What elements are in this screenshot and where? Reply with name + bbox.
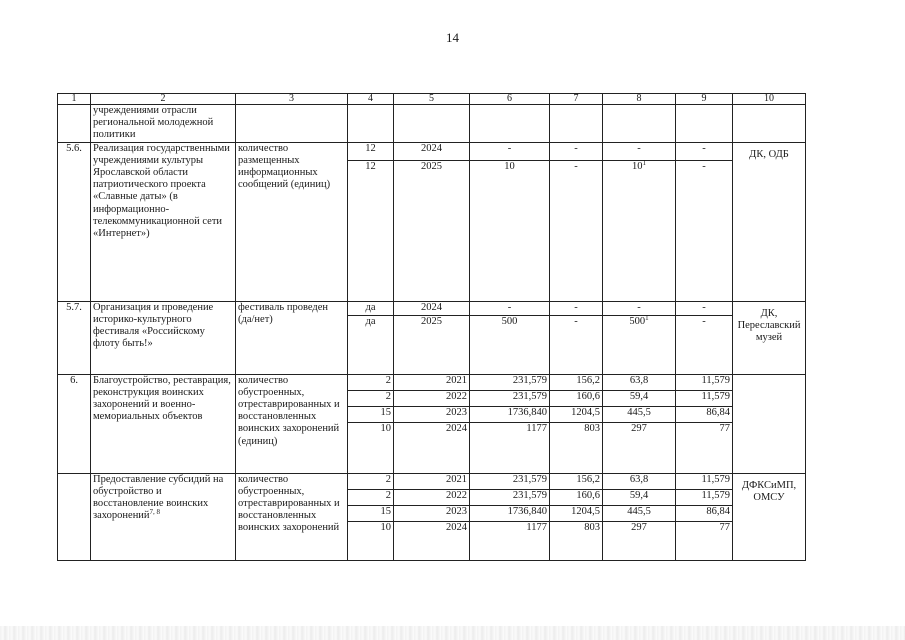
column-header: 1 [58, 94, 91, 105]
indicator-value: 15 [348, 406, 394, 422]
indicator-name: количество обустроенных, отреставрированных и восстановленных воинских захоронений (единиц) [236, 374, 348, 473]
executors: ДК, Переславский музей [733, 301, 806, 374]
indicator-value: 2 [348, 390, 394, 406]
year: 2024 [394, 301, 470, 315]
funding-federal: 160,6 [550, 489, 603, 505]
column-number-row [58, 94, 806, 105]
year: 2023 [394, 406, 470, 422]
funding-local: - [676, 160, 733, 301]
program-table [57, 93, 806, 561]
funding-federal: 803 [550, 521, 603, 560]
funding-regional: - [603, 142, 676, 160]
indicator-value: 2 [348, 374, 394, 390]
funding-total: 1177 [470, 521, 550, 560]
funding-federal: 1204,5 [550, 406, 603, 422]
funding-total: 231,579 [470, 374, 550, 390]
indicator-value: 15 [348, 505, 394, 521]
year: 2022 [394, 390, 470, 406]
funding-total: 500 [470, 315, 550, 374]
indicator-value: 10 [348, 422, 394, 473]
funding-local: 77 [676, 422, 733, 473]
funding-local: 86,84 [676, 406, 733, 422]
funding-federal: - [550, 301, 603, 315]
table-row [58, 301, 806, 315]
year: 2024 [394, 422, 470, 473]
funding-total: 231,579 [470, 489, 550, 505]
row-number: 6. [58, 374, 91, 473]
funding-regional: - [603, 301, 676, 315]
funding-federal: 803 [550, 422, 603, 473]
event-name: Реализация государственными учреждениями культуры Ярославской области патриотического проекта «Славные даты» (в информационно-телекоммуникационной сети «Интернет») [91, 142, 236, 301]
event-name: Благоустройство, реставрация, реконструкция воинских захоронений и военно-мемориальных объектов [91, 374, 236, 473]
funding-total: 10 [470, 160, 550, 301]
funding-total: 231,579 [470, 473, 550, 489]
funding-total: 1736,840 [470, 505, 550, 521]
funding-regional: 63,8 [603, 473, 676, 489]
year: 2021 [394, 374, 470, 390]
funding-federal: 160,6 [550, 390, 603, 406]
year: 2022 [394, 489, 470, 505]
funding-local: - [676, 142, 733, 160]
footnote-mark: 1 [642, 158, 646, 167]
funding-regional: 445,5 [603, 406, 676, 422]
funding-regional: 59,4 [603, 489, 676, 505]
column-header: 9 [676, 94, 733, 105]
funding-federal: 1204,5 [550, 505, 603, 521]
row-number: 5.7. [58, 301, 91, 374]
indicator-value: 2 [348, 473, 394, 489]
funding-regional: 445,5 [603, 505, 676, 521]
event-name: Предоставление субсидий на обустройство и восстановление воинских захоронений$^{7, 8}$ [91, 473, 236, 560]
year: 2023 [394, 505, 470, 521]
executors [733, 374, 806, 473]
column-header: 3 [236, 94, 348, 105]
indicator-value: 12 [348, 142, 394, 160]
indicator-name: фестиваль проведен (да/нет) [236, 301, 348, 374]
column-header: 5 [394, 94, 470, 105]
funding-regional: 59,4 [603, 390, 676, 406]
column-header: 6 [470, 94, 550, 105]
funding-federal: - [550, 315, 603, 374]
column-header: 7 [550, 94, 603, 105]
scan-edge-noise [0, 626, 905, 640]
indicator-name: количество обустроенных, отреставрированных и восстановленных воинских захоронений [236, 473, 348, 560]
indicator-value: 2 [348, 489, 394, 505]
indicator-value: 10 [348, 521, 394, 560]
event-name: Организация и проведение историко-культурного фестиваля «Российскому флоту быть!» [91, 301, 236, 374]
column-header: 4 [348, 94, 394, 105]
funding-regional: 63,8 [603, 374, 676, 390]
indicator-value: 12 [348, 160, 394, 301]
funding-total: 1736,840 [470, 406, 550, 422]
funding-local: 86,84 [676, 505, 733, 521]
funding-regional: $500^1$ [603, 315, 676, 374]
event-name: учреждениями отрасли региональной молодежной политики [91, 105, 236, 143]
footnote-mark: 7, 8 [149, 508, 161, 517]
column-header: 2 [91, 94, 236, 105]
funding-regional: 297 [603, 422, 676, 473]
table-row-continuation [58, 105, 806, 143]
executors: ДК, ОДБ [733, 142, 806, 301]
table-row [58, 374, 806, 390]
year: 2025 [394, 315, 470, 374]
funding-local: 11,579 [676, 489, 733, 505]
footnote-mark: 1 [645, 313, 649, 322]
funding-federal: 156,2 [550, 473, 603, 489]
page-number: 14 [446, 30, 459, 45]
funding-local: 11,579 [676, 374, 733, 390]
funding-local: 11,579 [676, 390, 733, 406]
year: 2021 [394, 473, 470, 489]
funding-total: - [470, 142, 550, 160]
column-header: 10 [733, 94, 806, 105]
funding-local: 77 [676, 521, 733, 560]
funding-federal: 156,2 [550, 374, 603, 390]
row-number: 5.6. [58, 142, 91, 301]
executors: ДФКСиМП, ОМСУ [733, 473, 806, 560]
year: 2024 [394, 142, 470, 160]
column-header: 8 [603, 94, 676, 105]
funding-regional: $10^1$ [603, 160, 676, 301]
year: 2024 [394, 521, 470, 560]
indicator-value: да [348, 315, 394, 374]
funding-total: - [470, 301, 550, 315]
funding-total: 1177 [470, 422, 550, 473]
funding-federal: - [550, 160, 603, 301]
funding-total: 231,579 [470, 390, 550, 406]
funding-regional: 297 [603, 521, 676, 560]
indicator-name: количество размещенных информационных сообщений (единиц) [236, 142, 348, 301]
funding-local: - [676, 301, 733, 315]
funding-local: - [676, 315, 733, 374]
table-row [58, 473, 806, 489]
funding-local: 11,579 [676, 473, 733, 489]
indicator-value: да [348, 301, 394, 315]
funding-federal: - [550, 142, 603, 160]
table-row [58, 142, 806, 160]
year: 2025 [394, 160, 470, 301]
